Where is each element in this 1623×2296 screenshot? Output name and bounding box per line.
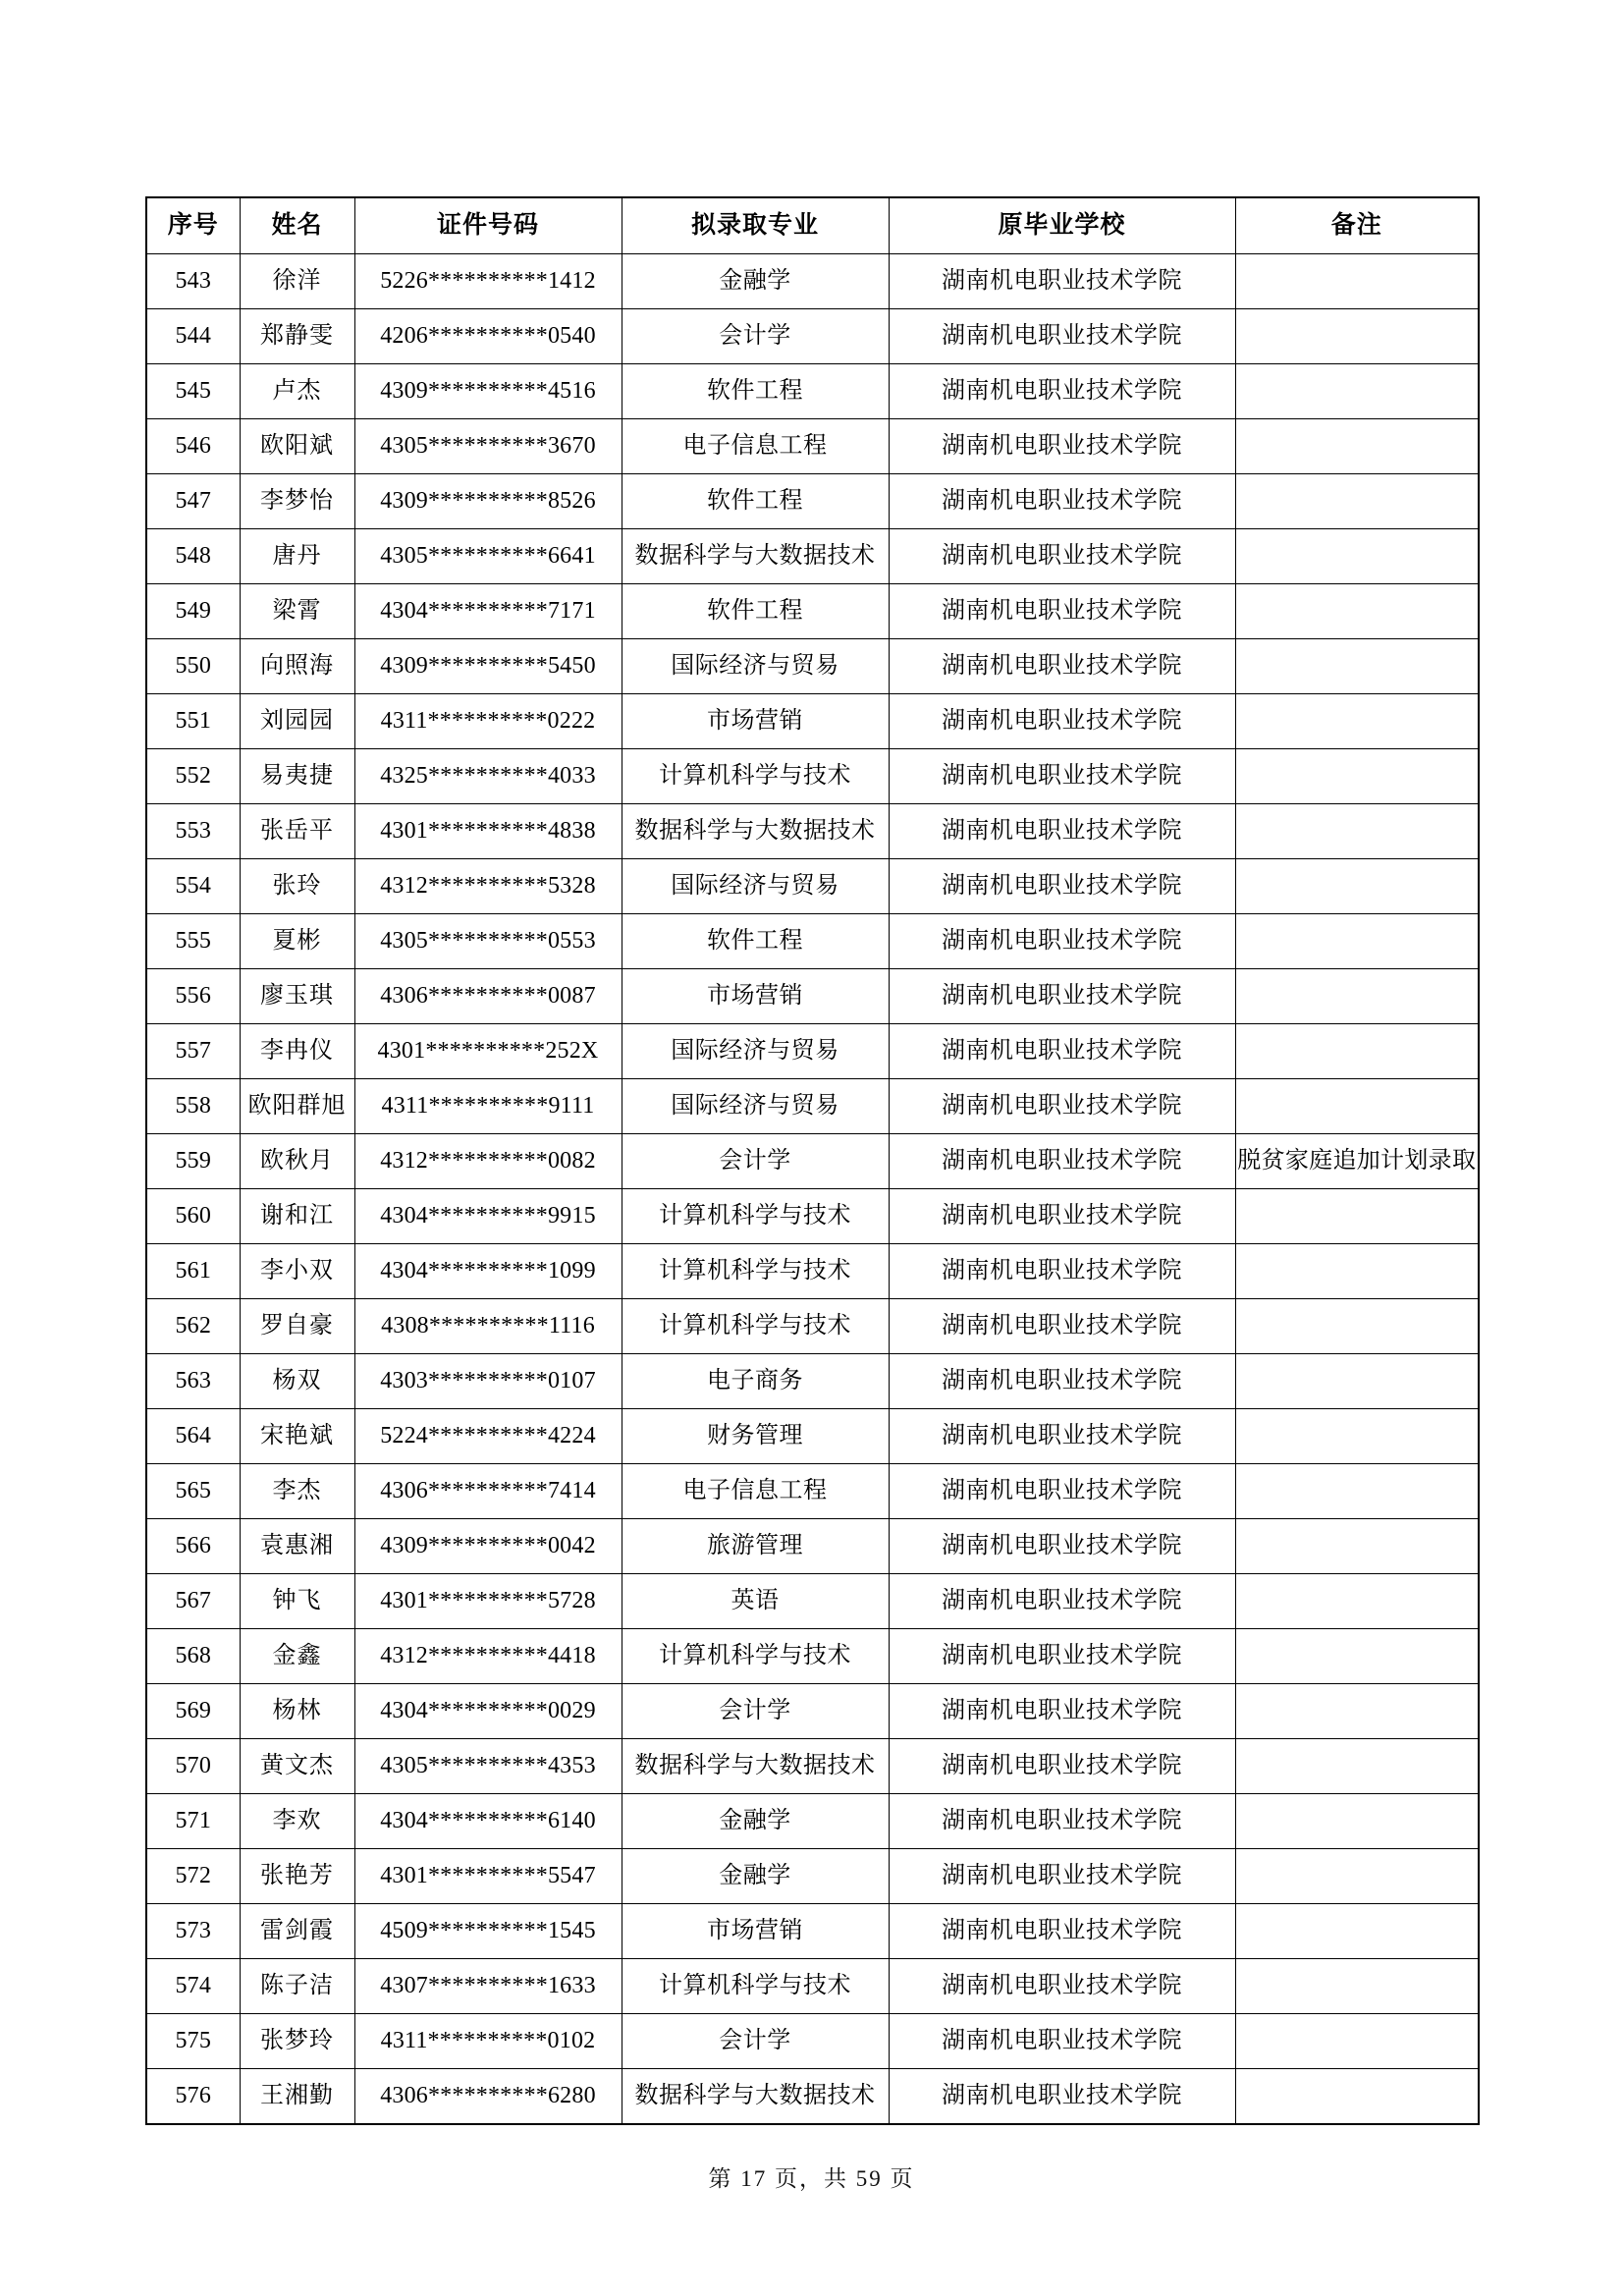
table-header xyxy=(146,197,1479,254)
cell-major: 软件工程 xyxy=(622,474,889,529)
cell-major: 软件工程 xyxy=(622,364,889,419)
cell-note xyxy=(1235,1244,1479,1299)
cell-id: 4308**********1116 xyxy=(354,1299,622,1354)
cell-note xyxy=(1235,749,1479,804)
cell-note xyxy=(1235,1904,1479,1959)
cell-school: 湖南机电职业技术学院 xyxy=(889,1354,1235,1409)
table-header-row xyxy=(146,197,1479,254)
cell-id: 4309**********4516 xyxy=(354,364,622,419)
cell-note xyxy=(1235,1024,1479,1079)
cell-school: 湖南机电职业技术学院 xyxy=(889,859,1235,914)
cell-major: 数据科学与大数据技术 xyxy=(622,2069,889,2125)
cell-major: 国际经济与贸易 xyxy=(622,1079,889,1134)
cell-major: 软件工程 xyxy=(622,914,889,969)
cell-id: 4306**********7414 xyxy=(354,1464,622,1519)
cell-major: 旅游管理 xyxy=(622,1519,889,1574)
cell-school: 湖南机电职业技术学院 xyxy=(889,1739,1235,1794)
cell-note xyxy=(1235,1079,1479,1134)
table-row xyxy=(146,1629,1479,1684)
cell-note xyxy=(1235,1684,1479,1739)
cell-name: 郑静雯 xyxy=(240,309,354,364)
cell-note xyxy=(1235,639,1479,694)
cell-name: 欧秋月 xyxy=(240,1134,354,1189)
cell-note xyxy=(1235,1189,1479,1244)
cell-school: 湖南机电职业技术学院 xyxy=(889,1079,1235,1134)
table-row xyxy=(146,1684,1479,1739)
table-row xyxy=(146,694,1479,749)
table-row xyxy=(146,1024,1479,1079)
cell-name: 李梦怡 xyxy=(240,474,354,529)
cell-major: 国际经济与贸易 xyxy=(622,859,889,914)
cell-id: 5224**********4224 xyxy=(354,1409,622,1464)
cell-school: 湖南机电职业技术学院 xyxy=(889,1519,1235,1574)
cell-school: 湖南机电职业技术学院 xyxy=(889,474,1235,529)
cell-name: 张岳平 xyxy=(240,804,354,859)
cell-school: 湖南机电职业技术学院 xyxy=(889,1629,1235,1684)
cell-school: 湖南机电职业技术学院 xyxy=(889,1959,1235,2014)
cell-note xyxy=(1235,1464,1479,1519)
table-row xyxy=(146,1244,1479,1299)
cell-id: 4305**********4353 xyxy=(354,1739,622,1794)
cell-school: 湖南机电职业技术学院 xyxy=(889,2069,1235,2125)
cell-seq: 554 xyxy=(146,859,240,914)
table-row xyxy=(146,1519,1479,1574)
column-header-major: 拟录取专业 xyxy=(622,197,889,254)
cell-id: 4301**********252X xyxy=(354,1024,622,1079)
cell-major: 会计学 xyxy=(622,1134,889,1189)
cell-seq: 562 xyxy=(146,1299,240,1354)
cell-school: 湖南机电职业技术学院 xyxy=(889,639,1235,694)
cell-seq: 549 xyxy=(146,584,240,639)
cell-id: 4306**********6280 xyxy=(354,2069,622,2125)
table-row xyxy=(146,1409,1479,1464)
cell-id: 4301**********4838 xyxy=(354,804,622,859)
cell-seq: 576 xyxy=(146,2069,240,2125)
cell-id: 4304**********6140 xyxy=(354,1794,622,1849)
cell-note xyxy=(1235,1794,1479,1849)
cell-name: 徐洋 xyxy=(240,254,354,309)
table-row xyxy=(146,2069,1479,2125)
cell-seq: 548 xyxy=(146,529,240,584)
cell-name: 唐丹 xyxy=(240,529,354,584)
cell-seq: 571 xyxy=(146,1794,240,1849)
cell-major: 国际经济与贸易 xyxy=(622,639,889,694)
cell-school: 湖南机电职业技术学院 xyxy=(889,1574,1235,1629)
cell-note xyxy=(1235,1409,1479,1464)
cell-major: 计算机科学与技术 xyxy=(622,749,889,804)
cell-name: 张玲 xyxy=(240,859,354,914)
cell-school: 湖南机电职业技术学院 xyxy=(889,1244,1235,1299)
cell-seq: 566 xyxy=(146,1519,240,1574)
cell-school: 湖南机电职业技术学院 xyxy=(889,1024,1235,1079)
table-row xyxy=(146,1904,1479,1959)
cell-seq: 559 xyxy=(146,1134,240,1189)
cell-seq: 545 xyxy=(146,364,240,419)
cell-name: 陈子洁 xyxy=(240,1959,354,2014)
table-row xyxy=(146,364,1479,419)
cell-name: 欧阳斌 xyxy=(240,419,354,474)
table-row xyxy=(146,1959,1479,2014)
cell-name: 王湘勤 xyxy=(240,2069,354,2125)
page-number-label: 第 17 页，共 59 页 xyxy=(708,2166,915,2191)
cell-school: 湖南机电职业技术学院 xyxy=(889,1849,1235,1904)
cell-major: 市场营销 xyxy=(622,969,889,1024)
cell-id: 4312**********5328 xyxy=(354,859,622,914)
cell-major: 计算机科学与技术 xyxy=(622,1959,889,2014)
table-row xyxy=(146,1739,1479,1794)
cell-id: 4301**********5728 xyxy=(354,1574,622,1629)
cell-school: 湖南机电职业技术学院 xyxy=(889,749,1235,804)
table-row xyxy=(146,584,1479,639)
table-row xyxy=(146,474,1479,529)
cell-id: 4311**********9111 xyxy=(354,1079,622,1134)
cell-note xyxy=(1235,364,1479,419)
cell-school: 湖南机电职业技术学院 xyxy=(889,1299,1235,1354)
page-footer xyxy=(0,2160,1623,2193)
table-row xyxy=(146,804,1479,859)
cell-name: 金鑫 xyxy=(240,1629,354,1684)
cell-major: 计算机科学与技术 xyxy=(622,1629,889,1684)
cell-id: 4206**********0540 xyxy=(354,309,622,364)
cell-name: 易夷捷 xyxy=(240,749,354,804)
cell-seq: 565 xyxy=(146,1464,240,1519)
cell-school: 湖南机电职业技术学院 xyxy=(889,804,1235,859)
table-row xyxy=(146,309,1479,364)
table-row xyxy=(146,914,1479,969)
table-row xyxy=(146,1574,1479,1629)
cell-id: 4304**********1099 xyxy=(354,1244,622,1299)
cell-school: 湖南机电职业技术学院 xyxy=(889,309,1235,364)
cell-name: 梁霄 xyxy=(240,584,354,639)
column-header-name: 姓名 xyxy=(240,197,354,254)
table-row xyxy=(146,1464,1479,1519)
cell-note xyxy=(1235,474,1479,529)
cell-note xyxy=(1235,1574,1479,1629)
cell-seq: 558 xyxy=(146,1079,240,1134)
cell-id: 4309**********0042 xyxy=(354,1519,622,1574)
cell-name: 杨双 xyxy=(240,1354,354,1409)
cell-seq: 555 xyxy=(146,914,240,969)
cell-school: 湖南机电职业技术学院 xyxy=(889,254,1235,309)
table-row xyxy=(146,254,1479,309)
roster-table-container xyxy=(145,196,1478,2125)
cell-seq: 552 xyxy=(146,749,240,804)
cell-note xyxy=(1235,1959,1479,2014)
cell-school: 湖南机电职业技术学院 xyxy=(889,1684,1235,1739)
table-row xyxy=(146,859,1479,914)
cell-major: 计算机科学与技术 xyxy=(622,1244,889,1299)
cell-school: 湖南机电职业技术学院 xyxy=(889,529,1235,584)
cell-major: 会计学 xyxy=(622,1684,889,1739)
cell-school: 湖南机电职业技术学院 xyxy=(889,914,1235,969)
cell-seq: 560 xyxy=(146,1189,240,1244)
cell-id: 4509**********1545 xyxy=(354,1904,622,1959)
cell-seq: 550 xyxy=(146,639,240,694)
table-row xyxy=(146,749,1479,804)
cell-name: 张梦玲 xyxy=(240,2014,354,2069)
cell-id: 4311**********0102 xyxy=(354,2014,622,2069)
cell-note xyxy=(1235,859,1479,914)
cell-name: 李冉仪 xyxy=(240,1024,354,1079)
cell-note: 脱贫家庭追加计划录取 xyxy=(1235,1134,1479,1189)
table-row xyxy=(146,969,1479,1024)
cell-name: 向照海 xyxy=(240,639,354,694)
cell-name: 黄文杰 xyxy=(240,1739,354,1794)
cell-note xyxy=(1235,584,1479,639)
cell-school: 湖南机电职业技术学院 xyxy=(889,1904,1235,1959)
table-row xyxy=(146,1794,1479,1849)
table-row xyxy=(146,639,1479,694)
cell-name: 谢和江 xyxy=(240,1189,354,1244)
cell-seq: 543 xyxy=(146,254,240,309)
cell-seq: 556 xyxy=(146,969,240,1024)
cell-id: 4304**********7171 xyxy=(354,584,622,639)
cell-id: 4304**********9915 xyxy=(354,1189,622,1244)
cell-id: 4303**********0107 xyxy=(354,1354,622,1409)
cell-seq: 569 xyxy=(146,1684,240,1739)
cell-major: 电子信息工程 xyxy=(622,419,889,474)
cell-school: 湖南机电职业技术学院 xyxy=(889,2014,1235,2069)
cell-id: 4306**********0087 xyxy=(354,969,622,1024)
cell-seq: 544 xyxy=(146,309,240,364)
cell-seq: 553 xyxy=(146,804,240,859)
cell-major: 财务管理 xyxy=(622,1409,889,1464)
cell-name: 廖玉琪 xyxy=(240,969,354,1024)
cell-name: 刘园园 xyxy=(240,694,354,749)
cell-note xyxy=(1235,2069,1479,2125)
cell-seq: 546 xyxy=(146,419,240,474)
cell-note xyxy=(1235,309,1479,364)
cell-id: 5226**********1412 xyxy=(354,254,622,309)
cell-school: 湖南机电职业技术学院 xyxy=(889,1134,1235,1189)
cell-note xyxy=(1235,1299,1479,1354)
cell-seq: 573 xyxy=(146,1904,240,1959)
cell-id: 4307**********1633 xyxy=(354,1959,622,2014)
cell-seq: 570 xyxy=(146,1739,240,1794)
cell-name: 张艳芳 xyxy=(240,1849,354,1904)
cell-school: 湖南机电职业技术学院 xyxy=(889,364,1235,419)
cell-note xyxy=(1235,254,1479,309)
cell-seq: 575 xyxy=(146,2014,240,2069)
cell-seq: 551 xyxy=(146,694,240,749)
cell-major: 会计学 xyxy=(622,2014,889,2069)
column-header-seq: 序号 xyxy=(146,197,240,254)
table-row xyxy=(146,1849,1479,1904)
cell-major: 计算机科学与技术 xyxy=(622,1299,889,1354)
cell-id: 4311**********0222 xyxy=(354,694,622,749)
cell-note xyxy=(1235,1739,1479,1794)
cell-school: 湖南机电职业技术学院 xyxy=(889,1464,1235,1519)
cell-major: 市场营销 xyxy=(622,694,889,749)
cell-name: 宋艳斌 xyxy=(240,1409,354,1464)
cell-major: 数据科学与大数据技术 xyxy=(622,529,889,584)
cell-id: 4305**********3670 xyxy=(354,419,622,474)
cell-seq: 564 xyxy=(146,1409,240,1464)
cell-major: 电子商务 xyxy=(622,1354,889,1409)
cell-name: 李小双 xyxy=(240,1244,354,1299)
cell-note xyxy=(1235,804,1479,859)
cell-name: 李杰 xyxy=(240,1464,354,1519)
cell-major: 计算机科学与技术 xyxy=(622,1189,889,1244)
cell-major: 电子信息工程 xyxy=(622,1464,889,1519)
cell-name: 李欢 xyxy=(240,1794,354,1849)
cell-seq: 568 xyxy=(146,1629,240,1684)
cell-seq: 567 xyxy=(146,1574,240,1629)
cell-note xyxy=(1235,1354,1479,1409)
column-header-note: 备注 xyxy=(1235,197,1479,254)
cell-id: 4312**********0082 xyxy=(354,1134,622,1189)
cell-seq: 574 xyxy=(146,1959,240,2014)
cell-major: 数据科学与大数据技术 xyxy=(622,1739,889,1794)
cell-major: 会计学 xyxy=(622,309,889,364)
cell-note xyxy=(1235,1849,1479,1904)
cell-note xyxy=(1235,1629,1479,1684)
cell-name: 欧阳群旭 xyxy=(240,1079,354,1134)
cell-seq: 561 xyxy=(146,1244,240,1299)
cell-note xyxy=(1235,969,1479,1024)
cell-name: 罗自豪 xyxy=(240,1299,354,1354)
cell-name: 夏彬 xyxy=(240,914,354,969)
cell-id: 4301**********5547 xyxy=(354,1849,622,1904)
cell-school: 湖南机电职业技术学院 xyxy=(889,1189,1235,1244)
cell-school: 湖南机电职业技术学院 xyxy=(889,694,1235,749)
cell-note xyxy=(1235,694,1479,749)
cell-school: 湖南机电职业技术学院 xyxy=(889,1409,1235,1464)
table-row xyxy=(146,529,1479,584)
cell-id: 4325**********4033 xyxy=(354,749,622,804)
cell-major: 数据科学与大数据技术 xyxy=(622,804,889,859)
cell-id: 4309**********5450 xyxy=(354,639,622,694)
cell-school: 湖南机电职业技术学院 xyxy=(889,969,1235,1024)
cell-name: 雷剑霞 xyxy=(240,1904,354,1959)
cell-school: 湖南机电职业技术学院 xyxy=(889,1794,1235,1849)
cell-note xyxy=(1235,1519,1479,1574)
column-header-school: 原毕业学校 xyxy=(889,197,1235,254)
cell-note xyxy=(1235,419,1479,474)
table-body xyxy=(146,254,1479,2125)
table-row xyxy=(146,1134,1479,1189)
cell-name: 钟飞 xyxy=(240,1574,354,1629)
cell-seq: 557 xyxy=(146,1024,240,1079)
table-row xyxy=(146,1299,1479,1354)
cell-school: 湖南机电职业技术学院 xyxy=(889,419,1235,474)
cell-note xyxy=(1235,2014,1479,2069)
cell-major: 金融学 xyxy=(622,1849,889,1904)
table-row xyxy=(146,1079,1479,1134)
table-row xyxy=(146,1189,1479,1244)
cell-id: 4312**********4418 xyxy=(354,1629,622,1684)
table-row xyxy=(146,2014,1479,2069)
cell-id: 4309**********8526 xyxy=(354,474,622,529)
cell-name: 杨林 xyxy=(240,1684,354,1739)
cell-name: 卢杰 xyxy=(240,364,354,419)
cell-seq: 563 xyxy=(146,1354,240,1409)
cell-major: 金融学 xyxy=(622,254,889,309)
cell-id: 4304**********0029 xyxy=(354,1684,622,1739)
cell-major: 市场营销 xyxy=(622,1904,889,1959)
table-row xyxy=(146,1354,1479,1409)
cell-id: 4305**********6641 xyxy=(354,529,622,584)
cell-major: 软件工程 xyxy=(622,584,889,639)
cell-seq: 572 xyxy=(146,1849,240,1904)
column-header-id: 证件号码 xyxy=(354,197,622,254)
cell-name: 袁惠湘 xyxy=(240,1519,354,1574)
cell-major: 英语 xyxy=(622,1574,889,1629)
cell-note xyxy=(1235,529,1479,584)
cell-major: 国际经济与贸易 xyxy=(622,1024,889,1079)
table-row xyxy=(146,419,1479,474)
cell-major: 金融学 xyxy=(622,1794,889,1849)
roster-table xyxy=(145,196,1480,2125)
cell-seq: 547 xyxy=(146,474,240,529)
cell-id: 4305**********0553 xyxy=(354,914,622,969)
cell-note xyxy=(1235,914,1479,969)
cell-school: 湖南机电职业技术学院 xyxy=(889,584,1235,639)
